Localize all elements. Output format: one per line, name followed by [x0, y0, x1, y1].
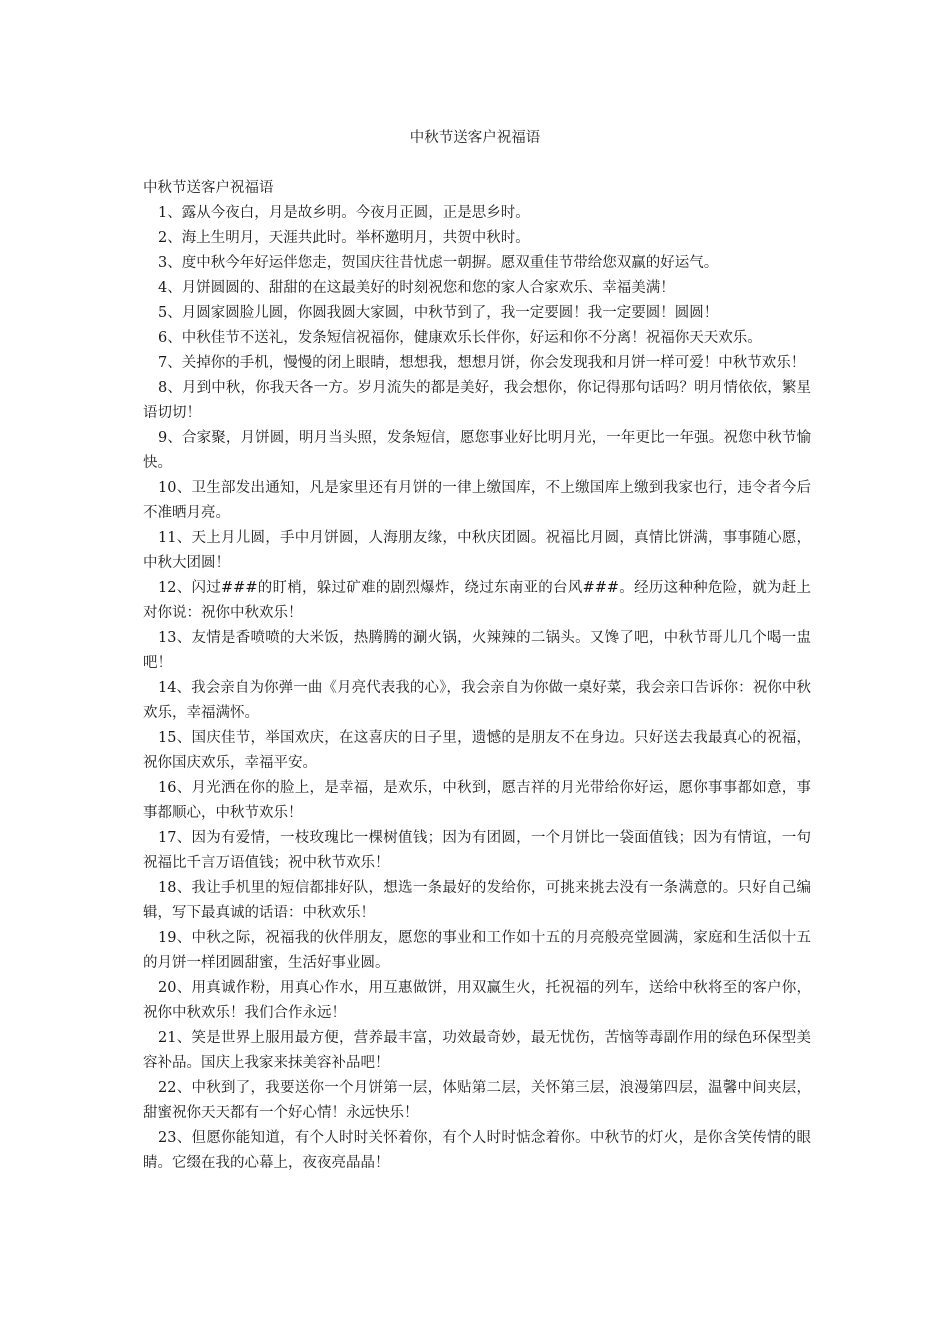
greeting-item: 18、我让手机里的短信都排好队，想选一条最好的发给你，可挑来挑去没有一条满意的。只好自己编辑，写下最真诚的话语：中秋欢乐！ [143, 880, 811, 921]
document-body [143, 176, 811, 1176]
greeting-item: 7、关掉你的手机，慢慢的闭上眼睛，想想我，想想月饼，你会发现我和月饼一样可爱！中秋节欢乐！ [158, 355, 806, 371]
document-title: 中秋节送客户祝福语 [409, 130, 541, 146]
greeting-item: 22、中秋到了，我要送你一个月饼第一层，体贴第二层，关怀第三层，浪漫第四层，温馨中间夹层，甜蜜祝你天天都有一个好心情！永远快乐！ [143, 1080, 811, 1121]
greeting-item: 1、露从今夜白，月是故乡明。今夜月正圆，正是思乡时。 [158, 205, 530, 221]
greeting-item: 20、用真诚作粉，用真心作水，用互惠做饼，用双赢生火，托祝福的列车，送给中秋将至的客户你，祝你中秋欢乐！我们合作永远！ [143, 980, 811, 1021]
greeting-item: 12、闪过###的盯梢，躲过矿难的剧烈爆炸，绕过东南亚的台风###。经历这种种危险，就为赶上对你说：祝你中秋欢乐！ [143, 580, 811, 621]
greeting-item: 3、度中秋今年好运伴您走，贺国庆往昔忧虑一朝摒。愿双重佳节带给您双赢的好运气。 [158, 255, 719, 271]
greeting-item: 4、月饼圆圆的、甜甜的在这最美好的时刻祝您和您的家人合家欢乐、幸福美满！ [158, 280, 675, 296]
greeting-item: 23、但愿你能知道，有个人时时关怀着你，有个人时时惦念着你。中秋节的灯火，是你含笑传情的眼睛。它缀在我的心幕上，夜夜亮晶晶！ [143, 1130, 811, 1171]
greeting-item: 11、天上月儿圆，手中月饼圆，人海朋友缘，中秋庆团圆。祝福比月圆，真情比饼满，事事随心愿，中秋大团圆！ [143, 530, 811, 571]
greeting-item: 14、我会亲自为你弹一曲《月亮代表我的心》，我会亲自为你做一桌好菜，我会亲口告诉你：祝你中秋欢乐，幸福满怀。 [143, 680, 811, 721]
greeting-item: 13、友情是香喷喷的大米饭，热腾腾的涮火锅，火辣辣的二锅头。又馋了吧，中秋节哥儿几个喝一盅吧！ [143, 630, 811, 671]
greeting-item: 16、月光洒在你的脸上，是幸福，是欢乐，中秋到，愿吉祥的月光带给你好运，愿你事事都如意，事事都顺心，中秋节欢乐！ [143, 780, 811, 821]
greeting-item: 5、月圆家圆脸儿圆，你圆我圆大家圆，中秋节到了，我一定要圆！我一定要圆！圆圆！ [158, 305, 719, 321]
document-subheading: 中秋节送客户祝福语 [143, 180, 274, 196]
greeting-item: 15、国庆佳节，举国欢庆，在这喜庆的日子里，遗憾的是朋友不在身边。只好送去我最真心的祝福，祝你国庆欢乐，幸福平安。 [143, 730, 811, 771]
greeting-item: 10、卫生部发出通知，凡是家里还有月饼的一律上缴国库，不上缴国库上缴到我家也行，违令者今后不准晒月亮。 [143, 480, 811, 521]
greeting-item: 17、因为有爱情，一枝玫瑰比一棵树值钱；因为有团圆，一个月饼比一袋面值钱；因为有情谊，一句祝福比千言万语值钱；祝中秋节欢乐！ [143, 830, 811, 871]
greetings-list [143, 201, 811, 1176]
greeting-item: 6、中秋佳节不送礼，发条短信祝福你，健康欢乐长伴你，好运和你不分离！祝福你天天欢乐。 [158, 330, 762, 346]
greeting-item: 8、月到中秋，你我天各一方。岁月流失的都是美好，我会想你，你记得那句话吗？明月情依依，繁星语切切！ [143, 380, 811, 421]
greeting-item: 2、海上生明月，天涯共此时。举杯邀明月，共贺中秋时。 [158, 230, 530, 246]
greeting-item: 19、中秋之际，祝福我的伙伴朋友，愿您的事业和工作如十五的月亮般亮堂圆满，家庭和生活似十五的月饼一样团圆甜蜜，生活好事业圆。 [143, 930, 811, 971]
greeting-item: 21、笑是世界上服用最方便，营养最丰富，功效最奇妙，最无忧伤，苦恼等毒副作用的绿色环保型美容补品。国庆上我家来抹美容补品吧！ [143, 1030, 811, 1071]
greeting-item: 9、合家聚，月饼圆，明月当头照，发条短信，愿您事业好比明月光，一年更比一年强。祝您中秋节愉快。 [143, 430, 811, 471]
